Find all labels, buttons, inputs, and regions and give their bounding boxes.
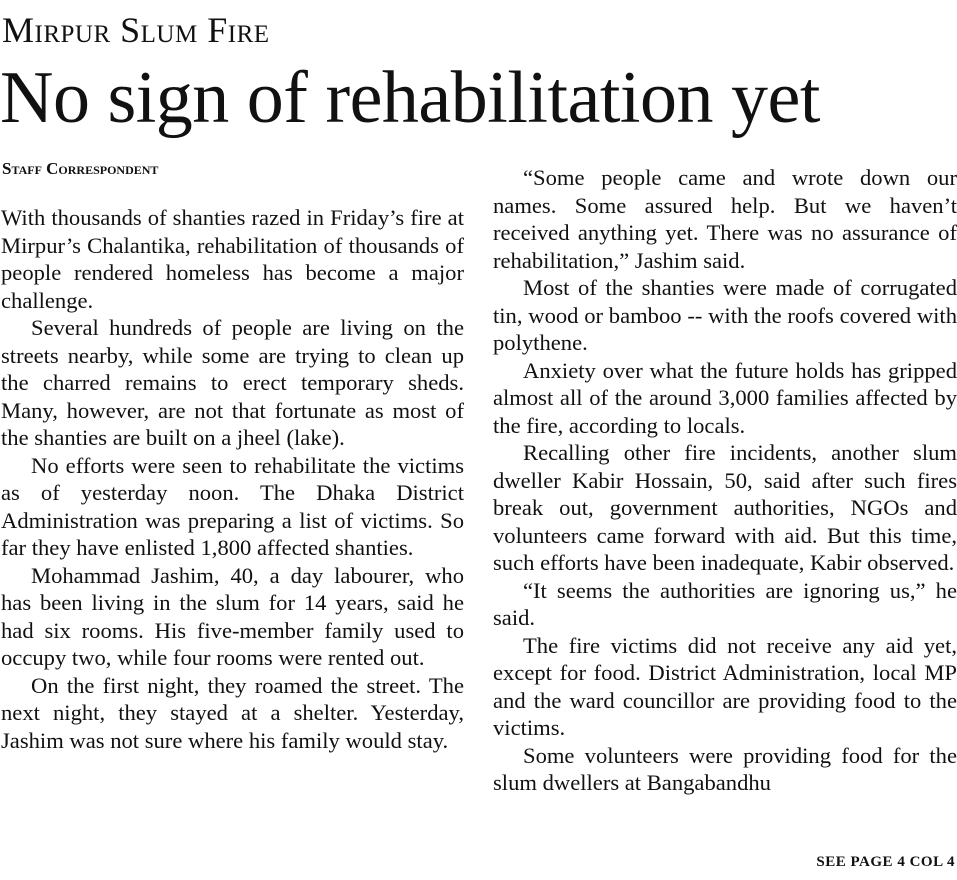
article-byline: Staff Correspondent xyxy=(2,159,159,178)
article-paragraph: The fire victims did not receive any aid yet, except for food. District Administration, local MP and the ward councillor are providing food to the victims. xyxy=(493,632,957,740)
article-paragraph: Some volunteers were providing food for the slum dwellers at Bangabandhu xyxy=(493,742,957,795)
article-paragraph: On the first night, they roamed the street. The next night, they stayed at a shelter. Yesterday, Jashim was not sure where his family would stay. xyxy=(1,672,464,753)
continuation-jump-line: SEE PAGE 4 COL 4 xyxy=(816,854,955,870)
article-column-right xyxy=(493,164,957,797)
article-paragraph: “It seems the authorities are ignoring us,” he said. xyxy=(493,577,957,630)
article-paragraph: “Some people came and wrote down our names. Some assured help. But we haven’t received anything yet. There was no assurance of rehabilitation,” Jashim said. xyxy=(493,165,957,273)
article-paragraph: Recalling other fire incidents, another slum dweller Kabir Hossain, 50, said after such fires break out, government authorities, NGOs and volunteers came forward with aid. But this time, such efforts have been inadequate, Kabir observed. xyxy=(493,440,957,575)
article-paragraph: With thousands of shanties razed in Friday’s fire at Mirpur’s Chalantika, rehabilitation of thousands of people rendered homeless has become a major challenge. xyxy=(1,205,464,313)
article-paragraph: Anxiety over what the future holds has gripped almost all of the around 3,000 families affected by the fire, according to locals. xyxy=(493,357,957,438)
article-paragraph: Several hundreds of people are living on the streets nearby, while some are trying to clean up the charred remains to erect temporary sheds. Many, however, are not that fortunate as most of the shanties are built on a jheel (lake). xyxy=(1,315,464,450)
article-paragraph: Most of the shanties were made of corrugated tin, wood or bamboo -- with the roofs covered with polythene. xyxy=(493,275,957,355)
article-kicker: Mirpur Slum Fire xyxy=(2,10,270,50)
article-headline: No sign of rehabilitation yet xyxy=(0,57,820,139)
article-paragraph: Mohammad Jashim, 40, a day labourer, who has been living in the slum for 14 years, said he had six rooms. His five-member family used to occupy two, while four rooms were rented out. xyxy=(1,562,464,670)
article-column-left xyxy=(1,204,464,754)
article-paragraph: No efforts were seen to rehabilitate the victims as of yesterday noon. The Dhaka District Administration was preparing a list of victims. So far they have enlisted 1,800 affected shanties. xyxy=(1,452,464,560)
